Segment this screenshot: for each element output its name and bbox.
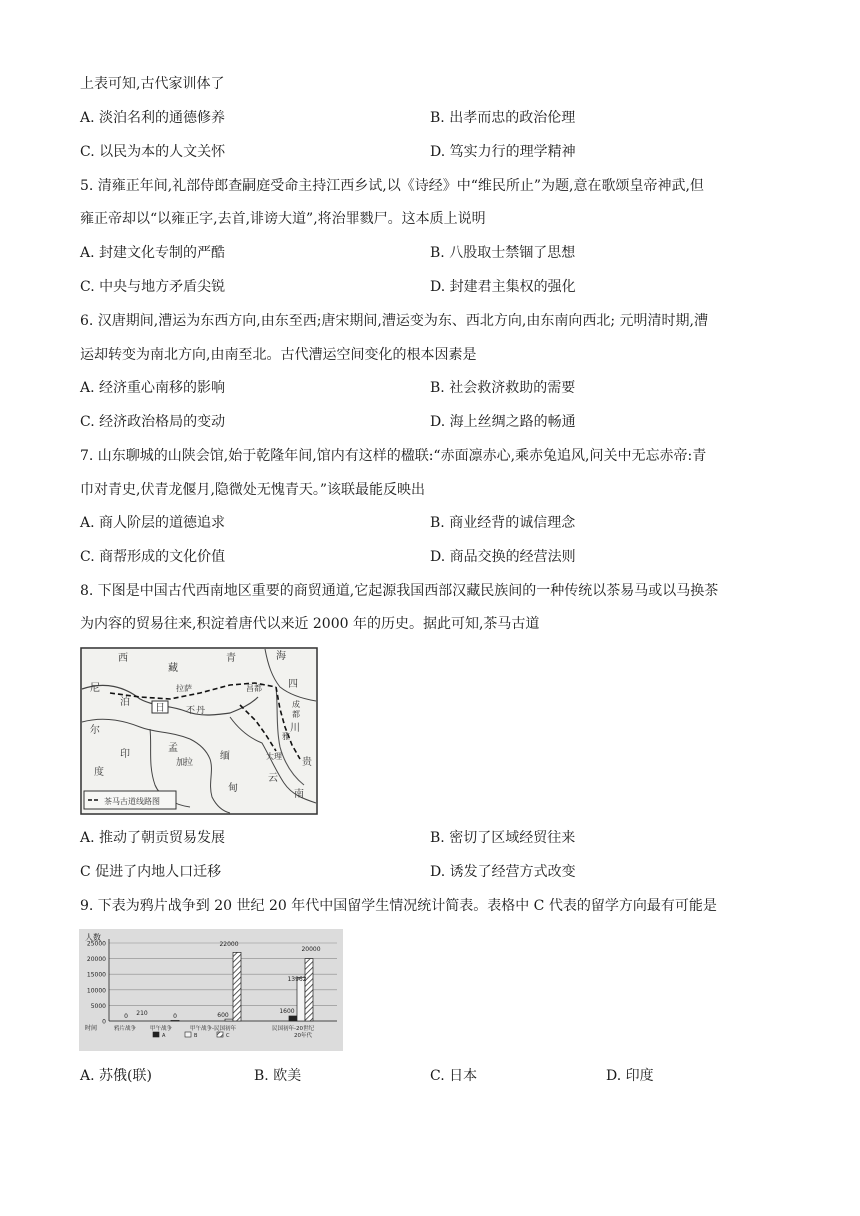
map-label-22: 大理 bbox=[266, 752, 282, 761]
q6-option-a: A. 经济重心南移的影响 bbox=[80, 380, 226, 396]
chart-ytick-label: 15000 bbox=[86, 971, 106, 979]
q8-stem-line1: 8. 下图是中国古代西南地区重要的商贸通道,它起源我国西部汉藏民族间的一种传统以茶易马或以马换茶 bbox=[80, 583, 719, 599]
chart-xtick-label: 民国初年-20世纪 bbox=[272, 1026, 314, 1032]
q5-stem-line1: 5. 清雍正年间,礼部侍郎查嗣庭受命主持江西乡试,以《诗经》中“维民所止”为题,意在歌颂皇帝神武,但 bbox=[80, 178, 704, 194]
q6-stem-line1: 6. 汉唐期间,漕运为东西方向,由东至西;唐宋期间,漕运变为东、西北方向,由东南向西北; 元明清时期,漕 bbox=[80, 313, 708, 329]
q5-option-d: D. 封建君主集权的强化 bbox=[430, 279, 576, 295]
q9-option-c: C. 日本 bbox=[430, 1068, 478, 1084]
map-label-26: 都 bbox=[292, 710, 300, 719]
map-label-9: 泊 bbox=[120, 697, 130, 708]
chart-bar bbox=[233, 952, 241, 1021]
q6-option-b: B. 社会救济救助的需要 bbox=[430, 380, 576, 396]
map-label-13: 丹 bbox=[196, 706, 206, 716]
tea-horse-road-map bbox=[80, 647, 318, 815]
chart-legend-swatch bbox=[217, 1032, 223, 1037]
map-label-7: 川 bbox=[290, 723, 300, 734]
map-label-15: 加 bbox=[176, 758, 186, 768]
q5-option-b: B. 八股取士禁锢了思想 bbox=[430, 245, 576, 261]
map-label-6: 日 bbox=[155, 703, 165, 714]
chart-bar bbox=[305, 959, 313, 1021]
q8-option-d: D. 诱发了经营方式改变 bbox=[430, 864, 576, 880]
q7-stem-line2: 巾对青史,伏青龙偃月,隐微处无愧青天。”该联最能反映出 bbox=[80, 482, 426, 498]
q4-option-a: A. 淡泊名利的通德修养 bbox=[80, 110, 226, 126]
map-label-4: 四 bbox=[288, 679, 298, 690]
chart-legend-label: C bbox=[226, 1033, 230, 1039]
map-drawing bbox=[80, 647, 318, 815]
map-label-1: 藏 bbox=[168, 663, 178, 674]
q8-option-a: A. 推动了朝贡贸易发展 bbox=[80, 830, 226, 846]
chart-xtick-sublabel: 20年代 bbox=[294, 1033, 312, 1039]
chart-xtick-label: 甲午战争 bbox=[149, 1026, 173, 1032]
map-legend: 茶马古道线路图 bbox=[104, 797, 160, 806]
chart-legend-label: A bbox=[162, 1033, 166, 1039]
map-label-3: 海 bbox=[276, 651, 286, 662]
chart-ylabel: 人数 bbox=[85, 933, 101, 942]
chart-bar bbox=[297, 977, 305, 1021]
q9-stem: 9. 下表为鸦片战争到 20 世纪 20 年代中国留学生情况统计简表。表格中 C 代表的留学方向最有可能是 bbox=[80, 898, 717, 914]
chart-ytick-label: 5000 bbox=[90, 1002, 106, 1010]
chart-data-label: 600 bbox=[217, 1012, 229, 1019]
chart-data-label: 20000 bbox=[301, 946, 321, 953]
map-label-24: 昌都 bbox=[246, 684, 262, 693]
intro-text: 上表可知,古代家训体了 bbox=[80, 76, 225, 92]
chart-data-label: 13962 bbox=[287, 976, 307, 983]
chart-legend-label: B bbox=[194, 1033, 198, 1039]
chart-ytick-label: 0 bbox=[102, 1018, 106, 1026]
q7-option-d: D. 商品交换的经营法则 bbox=[430, 549, 576, 565]
q5-option-c: C. 中央与地方矛盾尖锐 bbox=[80, 279, 226, 295]
map-label-25: 成 bbox=[292, 700, 300, 709]
q4-option-c: C. 以民为本的人文关怀 bbox=[80, 144, 226, 160]
q9-option-b: B. 欧美 bbox=[254, 1068, 302, 1084]
q8-stem-line2: 为内容的贸易往来,积淀着唐代以来近 2000 年的历史。据此可知,茶马古道 bbox=[80, 616, 540, 632]
chart-data-label: 210 bbox=[136, 1010, 148, 1017]
chart-data-label: 22000 bbox=[219, 941, 239, 948]
map-label-17: 缅 bbox=[220, 751, 230, 762]
map-label-8: 尼 bbox=[90, 683, 100, 694]
map-label-0: 西 bbox=[118, 653, 128, 664]
map-label-5: 拉萨 bbox=[176, 684, 192, 693]
chart-bar bbox=[225, 1019, 233, 1021]
q8-option-b: B. 密切了区域经贸往来 bbox=[430, 830, 576, 846]
chart-ytick-label: 20000 bbox=[86, 956, 106, 964]
q9-option-a: A. 苏俄(联) bbox=[80, 1068, 152, 1084]
q7-option-a: A. 商人阶层的道德追求 bbox=[80, 515, 226, 531]
chart-ytick-label: 10000 bbox=[86, 987, 106, 995]
q7-option-b: B. 商业经背的诚信理念 bbox=[430, 515, 576, 531]
q6-option-c: C. 经济政治格局的变动 bbox=[80, 414, 226, 430]
map-label-2: 青 bbox=[226, 653, 236, 664]
q4-option-d: D. 笃实力行的理学精神 bbox=[430, 144, 576, 160]
map-label-14: 孟 bbox=[168, 743, 178, 754]
map-label-10: 尔 bbox=[90, 725, 100, 736]
chart-bar bbox=[289, 1016, 297, 1021]
chart-svg bbox=[79, 929, 343, 1051]
q6-option-d: D. 海上丝绸之路的畅通 bbox=[430, 414, 576, 430]
q7-stem-line1: 7. 山东聊城的山陕会馆,始于乾隆年间,馆内有这样的楹联:“赤面凛赤心,乘赤兔追风,问关中无忘赤帝:青 bbox=[80, 448, 707, 464]
q5-stem-line2: 雍正帝却以“以雍正字,去首,诽谤大道”,将治罪戮尸。这本质上说明 bbox=[80, 211, 486, 227]
q6-stem-line2: 运却转变为南北方向,由南至北。古代漕运空间变化的根本因素是 bbox=[80, 347, 477, 363]
q5-option-a: A. 封建文化专制的严酷 bbox=[80, 245, 226, 261]
map-label-16: 拉 bbox=[184, 758, 194, 768]
chart-xlabel: 时间 bbox=[85, 1025, 98, 1032]
chart-legend-swatch bbox=[185, 1032, 191, 1037]
chart-ytick-label: 25000 bbox=[86, 940, 106, 948]
chart-data-label: 1600 bbox=[279, 1008, 295, 1015]
chart-legend-swatch bbox=[153, 1032, 159, 1037]
students-abroad-chart bbox=[79, 929, 343, 1051]
map-label-27: 雅 bbox=[282, 732, 290, 741]
map-label-23: 印 bbox=[120, 749, 130, 760]
chart-xtick-label: 甲午战争-民国初年 bbox=[190, 1026, 236, 1032]
chart-data-label: 0 bbox=[173, 1013, 177, 1020]
map-label-20: 南 bbox=[294, 789, 304, 800]
q7-option-c: C. 商帮形成的文化价值 bbox=[80, 549, 226, 565]
chart-data-label: 0 bbox=[124, 1013, 128, 1020]
chart-xtick-label: 鸦片战争 bbox=[113, 1026, 137, 1032]
map-label-19: 云 bbox=[268, 773, 278, 784]
chart-bar bbox=[171, 1020, 179, 1021]
q4-option-b: B. 出孝而忠的政治伦理 bbox=[430, 110, 576, 126]
map-label-12: 不 bbox=[186, 706, 196, 716]
map-label-18: 甸 bbox=[228, 783, 238, 794]
q9-option-d: D. 印度 bbox=[606, 1068, 654, 1084]
q8-option-c: C 促进了内地人口迁移 bbox=[80, 864, 222, 880]
map-label-11: 度 bbox=[94, 767, 104, 778]
map-label-21: 贵 bbox=[302, 757, 312, 768]
